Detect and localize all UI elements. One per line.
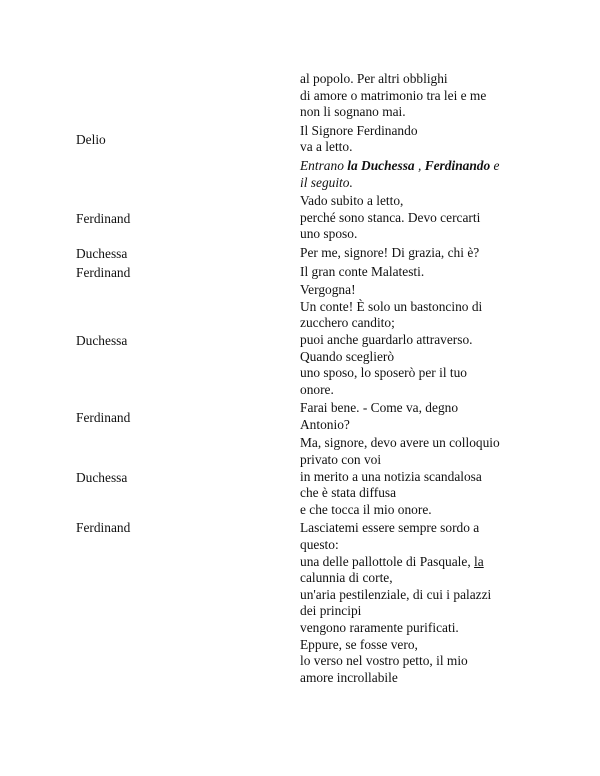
dialogue-line: lo verso nel vostro petto, il mio xyxy=(300,653,468,669)
dialogue-row xyxy=(76,435,532,520)
dialogue-row xyxy=(76,264,532,283)
dialogue-line xyxy=(300,554,532,571)
dialogue-line: al popolo. Per altri obblighi xyxy=(300,71,448,86)
stage-direction-line xyxy=(300,158,532,175)
dialogue-table xyxy=(76,71,532,688)
dialogue-row xyxy=(76,245,532,264)
dialogue-line: di amore o matrimonio tra lei e me xyxy=(300,87,487,103)
dialogue-line: Vergogna! xyxy=(300,282,356,298)
direction-text: , xyxy=(417,157,422,173)
speaker-name: Ferdinand xyxy=(76,264,131,280)
dialogue-line: Il gran conte Malatesti. xyxy=(300,263,425,279)
stage-direction-line: il seguito. xyxy=(300,174,353,190)
dialogue-row xyxy=(76,193,532,245)
dialogue-line: puoi anche guardarlo attraverso. xyxy=(300,331,473,347)
speaker-name: Ferdinand xyxy=(76,520,131,536)
dialogue-line: Per me, signore! Di grazia, chi è? xyxy=(300,244,480,260)
stage-direction-row xyxy=(76,158,532,193)
dialogue-line: che è stata diffusa xyxy=(300,485,397,501)
speaker-name: Ferdinand xyxy=(76,210,131,226)
dialogue-line: Quando sceglierò xyxy=(300,348,395,364)
speaker-name: Duchessa xyxy=(76,469,128,485)
dialogue-lines xyxy=(300,193,532,245)
dialogue-row xyxy=(76,400,532,435)
dialogue-line: dei principi xyxy=(300,603,362,619)
dialogue-lines xyxy=(300,435,532,520)
dialogue-line: questo: xyxy=(300,537,339,553)
speaker-name: Duchessa xyxy=(76,332,128,348)
dialogue-line: Lasciatemi essere sempre sordo a xyxy=(300,520,480,536)
dialogue-line: va a letto. xyxy=(300,139,353,155)
dialogue-lines xyxy=(300,282,532,400)
dialogue-text: una delle pallottole di Pasquale, xyxy=(300,553,471,569)
dialogue-lines xyxy=(300,71,532,123)
speaker-name xyxy=(76,71,300,123)
dialogue-row xyxy=(76,282,532,400)
dialogue-line: Il Signore Ferdinando xyxy=(300,122,418,138)
dialogue-line: Eppure, se fosse vero, xyxy=(300,636,418,652)
dialogue-line: amore incrollabile xyxy=(300,669,398,685)
dialogue-row xyxy=(76,71,532,123)
dialogue-line: Un conte! È solo un bastoncino di xyxy=(300,298,483,314)
dialogue-row xyxy=(76,123,532,158)
dialogue-line: zucchero candito; xyxy=(300,315,395,331)
dialogue-line: uno sposo. xyxy=(300,226,358,242)
dialogue-line: privato con voi xyxy=(300,452,382,468)
dialogue-lines xyxy=(300,400,532,435)
dialogue-lines xyxy=(300,245,532,264)
dialogue-line: onore. xyxy=(300,381,334,397)
dialogue-lines xyxy=(300,123,532,158)
dialogue-line: calunnia di corte, xyxy=(300,570,393,586)
speaker-name: Ferdinand xyxy=(76,409,131,425)
dialogue-line: un'aria pestilenziale, di cui i palazzi xyxy=(300,586,492,602)
dialogue-line: Farai bene. - Come va, degno xyxy=(300,400,459,416)
dialogue-row xyxy=(76,520,532,688)
dialogue-line: uno sposo, lo sposerò per il tuo xyxy=(300,365,468,381)
dialogue-line: non li sognano mai. xyxy=(300,104,406,120)
dialogue-line: vengono raramente purificati. xyxy=(300,620,459,635)
dialogue-lines xyxy=(300,520,532,688)
dialogue-lines xyxy=(300,264,532,283)
stage-direction xyxy=(300,158,532,193)
direction-text: Entrano xyxy=(300,157,344,173)
character-name: la Duchessa xyxy=(347,157,415,173)
dialogue-line: in merito a una notizia scandalosa xyxy=(300,468,482,484)
dialogue-line: perché sono stanca. Devo cercarti xyxy=(300,209,481,225)
speaker-name: Duchessa xyxy=(76,245,128,261)
dialogue-line: Ma, signore, devo avere un colloquio xyxy=(300,435,500,451)
underlined-word: la xyxy=(474,553,484,569)
dialogue-line: e che tocca il mio onore. xyxy=(300,501,432,517)
dialogue-line: Vado subito a letto, xyxy=(300,193,404,209)
speaker-name: Delio xyxy=(76,132,106,148)
character-name: Ferdinando xyxy=(424,157,491,173)
speaker-name xyxy=(76,158,300,193)
dialogue-line: Antonio? xyxy=(300,416,350,432)
direction-text: e xyxy=(493,157,500,173)
